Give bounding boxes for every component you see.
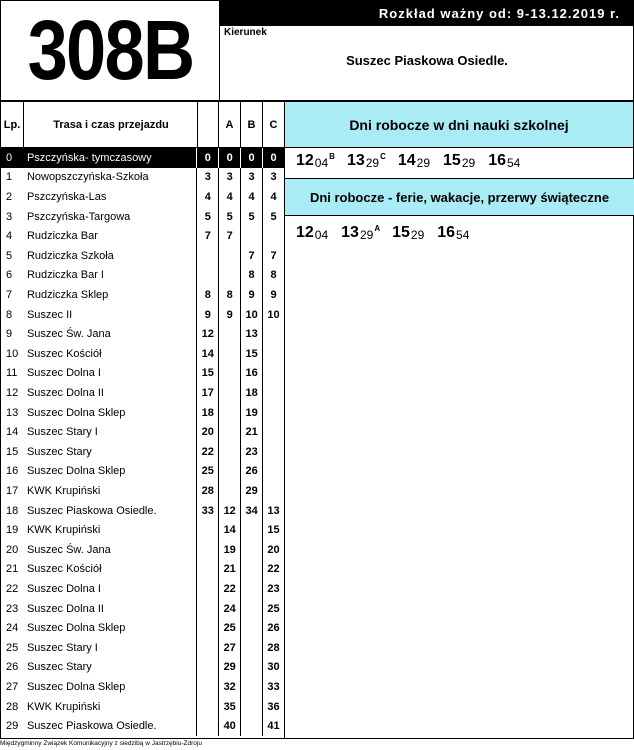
stop-number: 1 [6,171,13,184]
time-col-b: 3 [240,168,262,188]
time-col-b: 18 [240,383,262,403]
table-row [0,481,284,501]
time-col-0: 5 [196,207,218,227]
time-col-c [262,344,284,364]
time-col-c [262,481,284,501]
table-row [0,403,284,423]
time-col-b [240,226,262,246]
stop-number: 15 [6,445,19,458]
validity-banner: Rozkład ważny od: 9-13.12.2019 r. [220,0,634,26]
time-col-c [262,403,284,423]
departure-note: C [380,152,386,161]
time-col-a: 7 [218,226,240,246]
time-col-0: 33 [196,501,218,521]
departure-time [443,152,476,170]
table-row [0,599,284,619]
time-col-b: 4 [240,187,262,207]
table-row [0,266,284,286]
departure-time [341,224,380,242]
time-col-c [262,226,284,246]
departures-holidays [296,222,482,242]
stop-name: Suszec Stary I [26,641,98,654]
time-col-c [262,462,284,482]
stop-name: Rudziczka Bar I [26,269,104,282]
time-col-a: 12 [218,501,240,521]
stop-name: Suszec Dolna I [26,582,101,595]
time-col-0: 3 [196,168,218,188]
time-col-b: 9 [240,285,262,305]
departure-hour: 14 [397,152,416,169]
time-col-0: 9 [196,305,218,325]
table-row [0,187,284,207]
table-row [0,462,284,482]
time-col-c: 36 [262,697,284,717]
time-col-0: 14 [196,344,218,364]
table-row [0,638,284,658]
time-col-b: 21 [240,422,262,442]
time-col-c: 20 [262,540,284,560]
time-col-0: 28 [196,481,218,501]
time-col-a [218,403,240,423]
stop-number: 11 [6,367,18,380]
time-col-c: 30 [262,658,284,678]
table-row [0,560,284,580]
stop-name: Suszec Kościół [26,347,102,360]
time-col-b [240,697,262,717]
header-blank [197,101,219,148]
table-row [0,344,284,364]
departure-hour: 12 [296,224,314,241]
departure-hour: 12 [296,152,314,169]
table-row [0,579,284,599]
departure-hour: 16 [488,152,506,169]
stop-name: Pszczyńska-Targowa [26,210,131,223]
time-col-0 [196,560,218,580]
stop-number: 20 [6,543,19,556]
departure-minute: 29 [365,156,380,170]
footer-note: Międzygminny Związek Komunikacyjny z siedzibą w Jastrzębiu-Zdroju [0,740,202,747]
departure-minute: 29 [410,228,425,242]
stop-name: Suszec Stary I [26,426,98,439]
stop-number: 24 [6,622,19,635]
time-col-0 [196,618,218,638]
time-col-0: 8 [196,285,218,305]
time-col-a: 22 [218,579,240,599]
stop-number: 25 [6,641,19,654]
direction-value: Suszec Piaskowa Osiedle. [346,53,508,68]
time-col-c: 28 [262,638,284,658]
header-b: B [240,101,262,148]
table-row [0,364,284,384]
time-col-b [240,520,262,540]
departure-time [392,224,425,242]
time-col-0 [196,579,218,599]
time-col-c [262,442,284,462]
time-col-0: 18 [196,403,218,423]
stop-name: Suszec Św. Jana [26,328,111,341]
time-col-a [218,266,240,286]
time-col-b [240,638,262,658]
table-row [0,677,284,697]
time-col-c: 23 [262,579,284,599]
stop-number: 21 [6,563,19,576]
departure-note: A [374,224,381,233]
time-col-c: 41 [262,716,284,736]
departure-minute: 29 [359,228,374,242]
time-col-c [262,383,284,403]
header-route: Trasa i czas przejazdu [23,101,198,148]
stop-table [0,148,285,736]
time-col-0 [196,540,218,560]
time-col-b: 7 [240,246,262,266]
table-row [0,324,284,344]
stop-number: 2 [6,190,13,203]
time-col-c: 7 [262,246,284,266]
time-col-a: 40 [218,716,240,736]
time-col-0: 12 [196,324,218,344]
departure-minute: 29 [416,156,431,170]
time-col-c: 15 [262,520,284,540]
time-col-b [240,579,262,599]
time-col-b: 26 [240,462,262,482]
stop-number: 23 [6,602,19,615]
time-col-c [262,422,284,442]
time-col-c: 3 [262,168,284,188]
stop-name: Suszec Dolna Sklep [26,465,126,478]
time-col-a: 24 [218,599,240,619]
time-col-a [218,462,240,482]
time-col-b: 34 [240,501,262,521]
time-col-a: 32 [218,677,240,697]
departure-note: B [329,152,335,161]
time-col-a: 8 [218,285,240,305]
stop-number: 6 [6,269,13,282]
table-row [0,168,284,188]
time-col-b [240,658,262,678]
time-col-a [218,442,240,462]
time-col-0: 17 [196,383,218,403]
departure-hour: 16 [437,224,456,241]
stop-number: 10 [6,347,19,360]
time-col-0 [196,716,218,736]
stop-number: 26 [6,661,19,674]
departure-minute: 04 [314,228,329,242]
table-row [0,148,284,168]
departure-time [437,224,470,242]
time-col-0 [196,638,218,658]
time-col-c [262,364,284,384]
departure-hour: 13 [346,152,365,169]
stop-name: Rudziczka Szkoła [26,249,114,262]
schedule-school-days-header: Dni robocze w dni nauki szkolnej [285,101,634,148]
stop-number: 29 [6,720,19,733]
time-col-b [240,677,262,697]
table-row [0,520,284,540]
time-col-a [218,383,240,403]
time-col-a: 21 [218,560,240,580]
stop-name: KWK Krupiński [26,524,101,537]
time-col-b: 29 [240,481,262,501]
stop-name: Suszec Stary [26,661,92,674]
stop-number: 5 [6,249,13,262]
table-row [0,207,284,227]
stop-name: Suszec Św. Jana [26,543,111,556]
time-col-a [218,422,240,442]
time-col-c: 5 [262,207,284,227]
time-col-a [218,481,240,501]
stop-name: Pszczyńska- tymczasowy [26,151,152,164]
header-lp: Lp. [0,101,23,148]
stop-name: Suszec Dolna Sklep [26,680,126,693]
stop-name: Suszec Piaskowa Osiedle. [26,504,157,517]
time-col-b: 0 [240,148,262,168]
time-col-a [218,364,240,384]
departure-minute: 54 [506,156,521,170]
time-col-b: 8 [240,266,262,286]
table-row [0,697,284,717]
time-col-c: 4 [262,187,284,207]
time-col-c: 25 [262,599,284,619]
stop-name: Suszec Kościół [26,563,102,576]
stop-name: Suszec II [26,308,73,321]
stop-number: 22 [6,582,19,595]
time-col-c [262,324,284,344]
table-row [0,246,284,266]
time-col-c: 22 [262,560,284,580]
time-col-b: 15 [240,344,262,364]
time-col-0: 7 [196,226,218,246]
stop-name: Suszec Piaskowa Osiedle. [26,720,157,733]
header-c: C [262,101,285,148]
table-row [0,501,284,521]
stop-name: Rudziczka Bar [26,230,98,243]
stop-number: 16 [6,465,19,478]
time-col-a: 27 [218,638,240,658]
stop-name: KWK Krupiński [26,484,101,497]
time-col-0 [196,266,218,286]
time-col-a: 14 [218,520,240,540]
time-col-a: 0 [218,148,240,168]
stop-name: Suszec Dolna Sklep [26,406,126,419]
table-row [0,305,284,325]
time-col-0 [196,677,218,697]
time-col-b: 13 [240,324,262,344]
departure-time [347,152,386,170]
time-col-a: 29 [218,658,240,678]
time-col-c: 9 [262,285,284,305]
time-col-a: 9 [218,305,240,325]
table-row [0,226,284,246]
time-col-b: 5 [240,207,262,227]
time-col-b [240,716,262,736]
line-number: 308B [27,3,194,97]
departure-minute: 04 [314,156,329,170]
time-col-0: 0 [196,148,218,168]
departure-time [488,152,521,170]
departure-minute: 54 [456,228,470,242]
stop-number: 27 [6,680,19,693]
time-col-b [240,540,262,560]
time-col-c: 10 [262,305,284,325]
time-col-c: 0 [262,148,284,168]
time-col-b [240,618,262,638]
table-row [0,422,284,442]
time-col-0 [196,697,218,717]
table-row [0,285,284,305]
stop-number: 17 [6,484,19,497]
stop-number: 4 [6,230,13,243]
table-row [0,442,284,462]
time-col-b [240,560,262,580]
header-a: A [218,101,240,148]
departure-time [398,152,431,170]
departure-hour: 13 [341,224,359,241]
table-right-border [284,148,285,739]
time-col-0: 25 [196,462,218,482]
table-row [0,716,284,736]
departures-school-days [296,150,533,170]
time-col-c: 8 [262,266,284,286]
time-col-c: 26 [262,618,284,638]
time-col-0: 4 [196,187,218,207]
table-row [0,618,284,638]
time-col-b: 16 [240,364,262,384]
table-row [0,658,284,678]
time-col-a [218,246,240,266]
direction-label: Kierunek [224,27,267,38]
departure-time [296,224,329,242]
time-col-b: 10 [240,305,262,325]
departure-time [296,152,335,170]
time-col-b: 23 [240,442,262,462]
stop-name: KWK Krupiński [26,700,101,713]
stop-name: Rudziczka Sklep [26,288,109,301]
stop-name: Suszec Dolna I [26,367,101,380]
stop-number: 12 [6,386,19,399]
stop-name: Suszec Stary [26,445,92,458]
time-col-a: 4 [218,187,240,207]
time-col-0: 22 [196,442,218,462]
stop-number: 19 [6,524,19,537]
stop-number: 9 [6,328,13,341]
time-col-a: 35 [218,697,240,717]
table-row [0,383,284,403]
stop-number: 13 [6,406,19,419]
stop-name: Suszec Dolna II [26,386,104,399]
time-col-0: 20 [196,422,218,442]
stop-number: 0 [6,151,13,164]
time-col-0 [196,658,218,678]
time-col-0 [196,599,218,619]
time-col-c: 33 [262,677,284,697]
stop-name: Suszec Dolna Sklep [26,622,126,635]
schedule-holidays-header: Dni robocze - ferie, wakacje, przerwy świąteczne [285,178,634,216]
time-col-a [218,344,240,364]
time-col-0: 15 [196,364,218,384]
stop-number: 14 [6,426,19,439]
stop-name: Pszczyńska-Las [26,190,107,203]
time-col-a: 5 [218,207,240,227]
stop-number: 28 [6,700,19,713]
stop-name: Nowopszczyńska-Szkoła [26,171,149,184]
time-col-0 [196,246,218,266]
time-col-a: 19 [218,540,240,560]
time-col-c: 13 [262,501,284,521]
time-col-a [218,324,240,344]
stop-number: 7 [6,288,13,301]
table-row [0,540,284,560]
stop-number: 8 [6,308,13,321]
stop-name: Suszec Dolna II [26,602,104,615]
departure-minute: 29 [461,156,476,170]
time-col-b [240,599,262,619]
time-col-a: 3 [218,168,240,188]
time-col-a: 25 [218,618,240,638]
departure-hour: 15 [443,152,461,169]
stop-number: 3 [6,210,13,223]
time-col-0 [196,520,218,540]
time-col-b: 19 [240,403,262,423]
departure-hour: 15 [392,224,410,241]
stop-number: 18 [6,504,19,517]
